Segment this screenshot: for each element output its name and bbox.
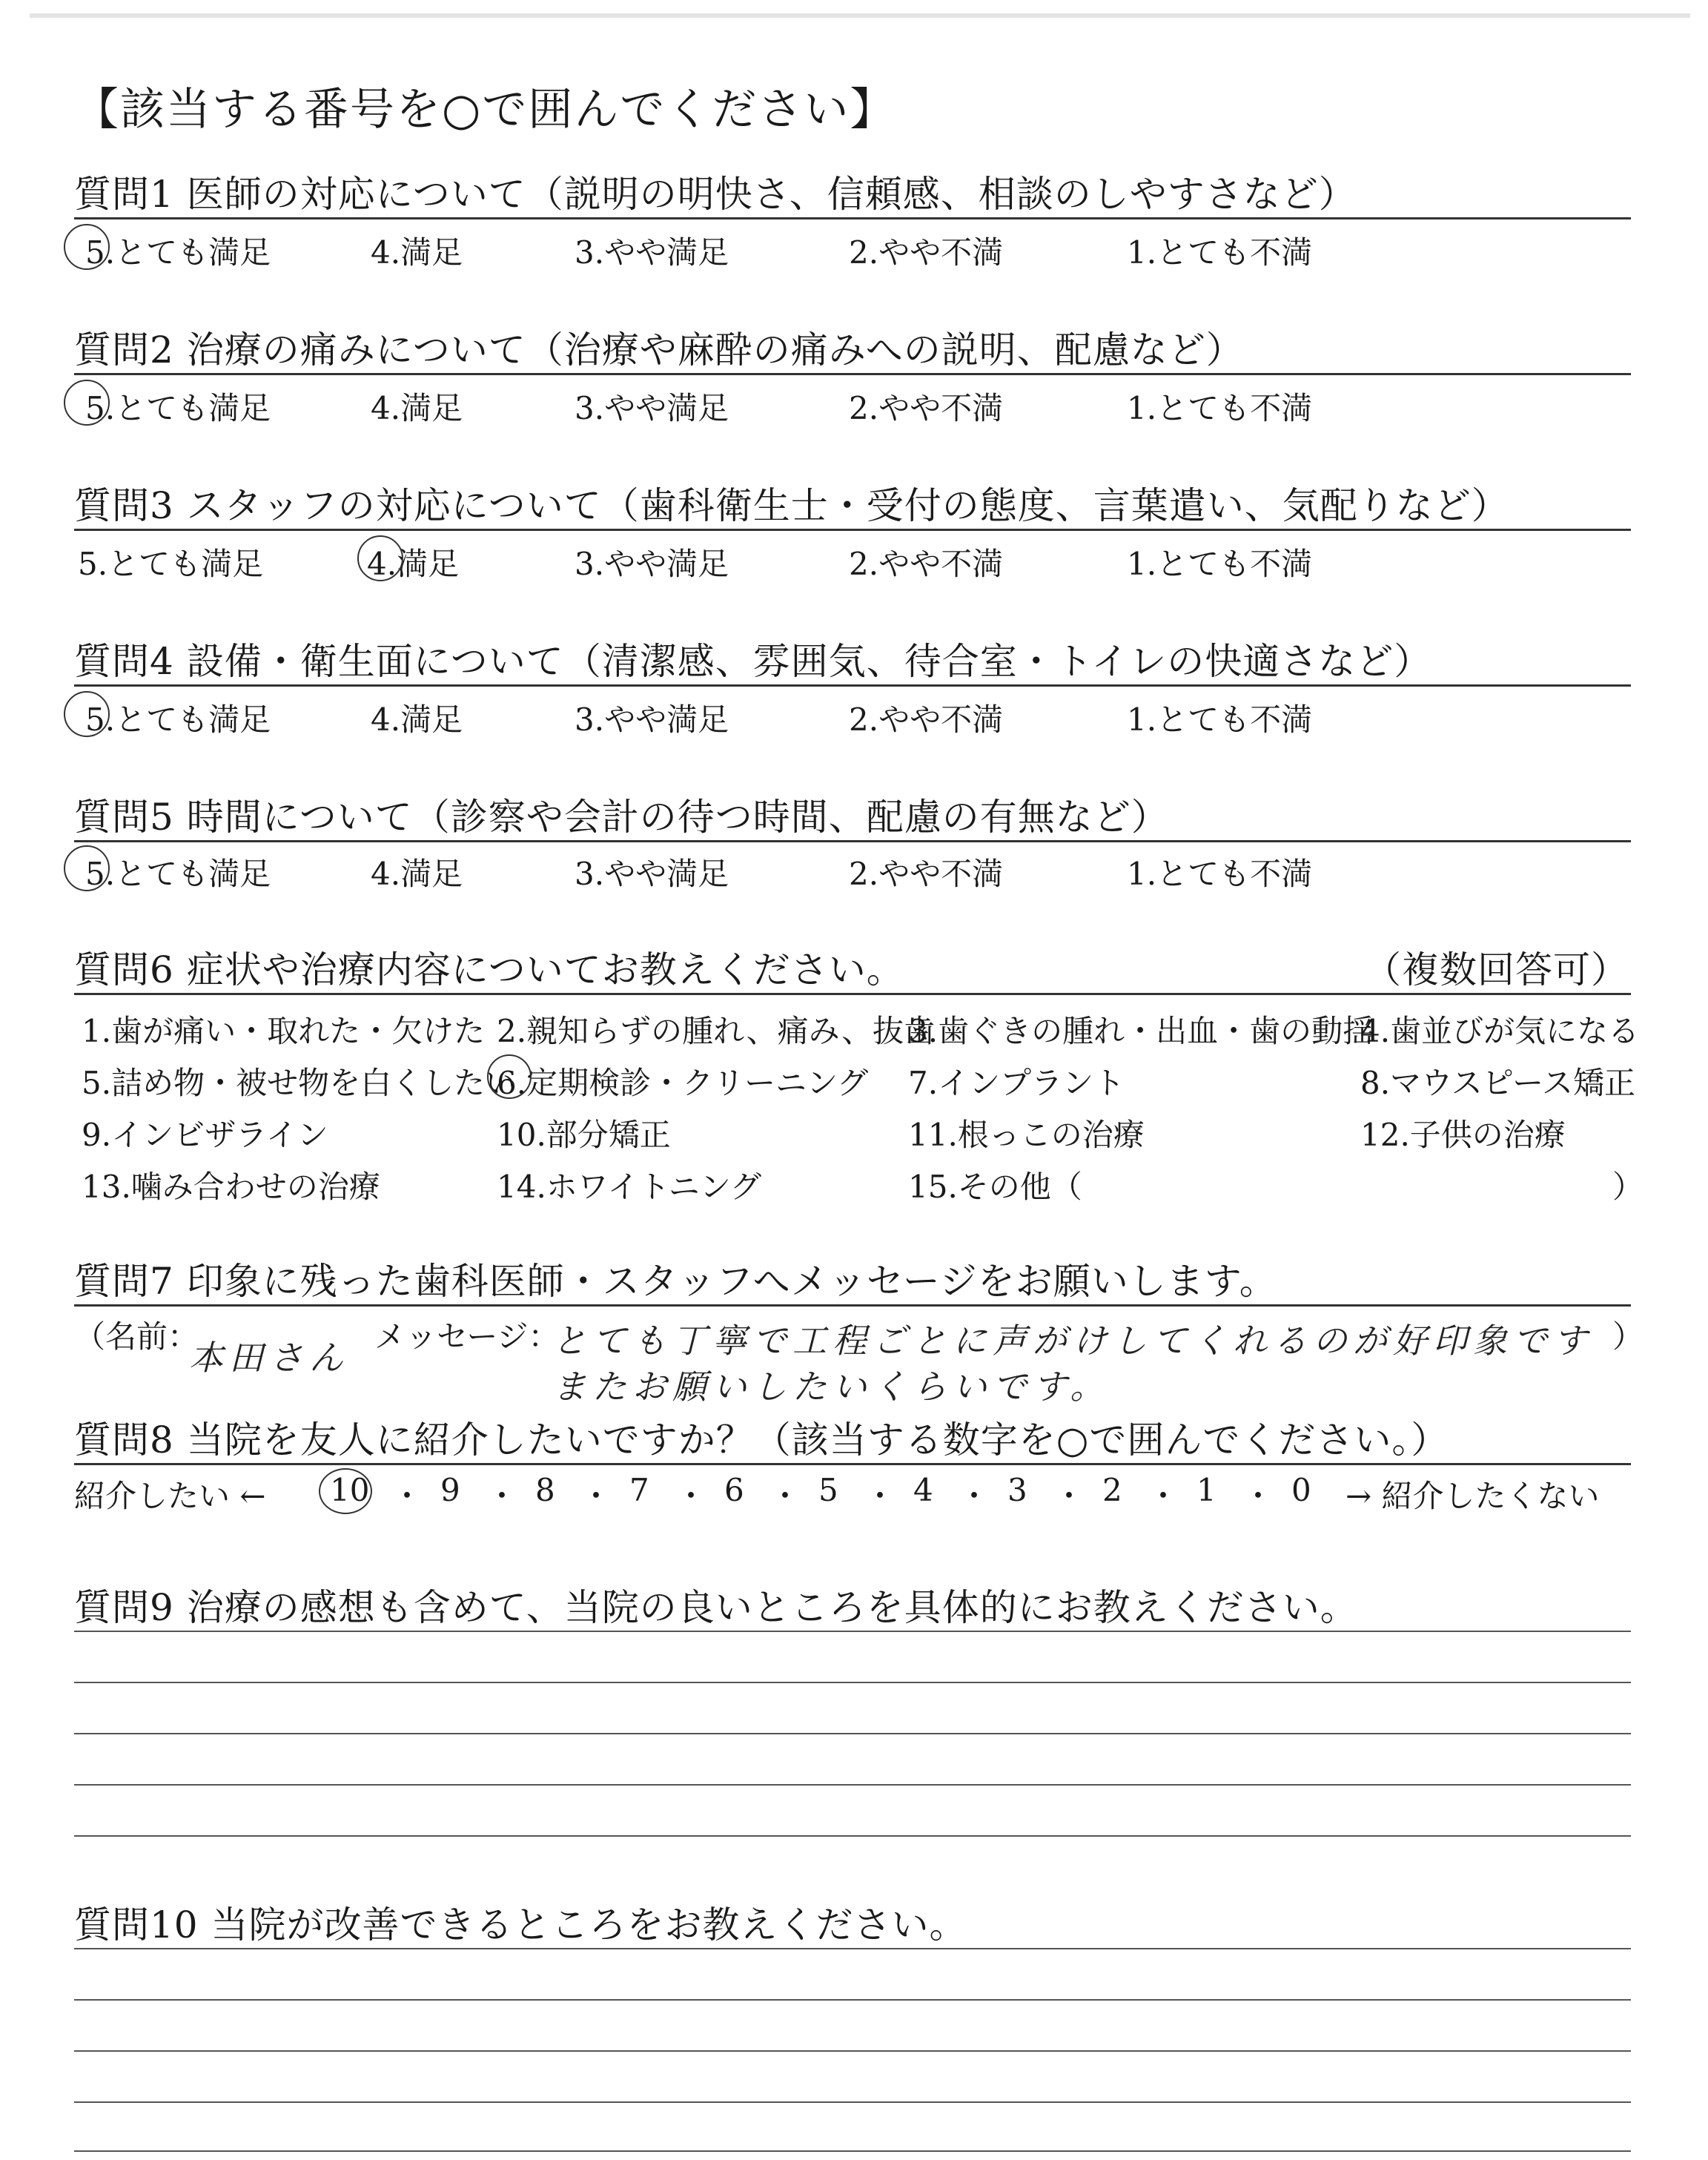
q7-message-line-1[interactable]: とても丁寧で工程ごとに声がけしてくれるのが好印象です [552, 1321, 1593, 1361]
q8-dot: ・ [864, 1478, 896, 1514]
q6-item-11[interactable]: 11.根っこの治療 [908, 1117, 1145, 1153]
q8-dot: ・ [1148, 1478, 1179, 1514]
question-2-rule [74, 373, 1631, 375]
q2-option-1[interactable]: 1.とても不満 [1127, 390, 1313, 426]
page-heading: 【該当する番号を○で囲んでください】 [74, 84, 896, 136]
q8-dot: ・ [959, 1478, 990, 1514]
question-4-rule [74, 684, 1631, 687]
q5-option-1[interactable]: 1.とても不満 [1127, 856, 1313, 892]
q1-option-1[interactable]: 1.とても不満 [1127, 234, 1313, 271]
q8-value-7[interactable]: 7 [629, 1472, 649, 1508]
q6-item-10[interactable]: 10.部分矯正 [497, 1117, 671, 1153]
q1-option-4[interactable]: 4.満足 [371, 234, 463, 271]
answer-line [74, 1999, 1631, 2001]
question-3-rule [74, 529, 1631, 531]
q8-dot: ・ [580, 1478, 612, 1514]
q4-option-2[interactable]: 2.やや不満 [849, 701, 1004, 738]
q8-value-2[interactable]: 2 [1102, 1472, 1122, 1508]
q3-option-1[interactable]: 1.とても不満 [1127, 546, 1313, 582]
q5-option-4[interactable]: 4.満足 [371, 856, 463, 892]
q7-close-paren: ） [1612, 1318, 1644, 1355]
q4-option-4[interactable]: 4.満足 [371, 701, 463, 738]
question-6-rule [74, 993, 1631, 995]
q8-value-5[interactable]: 5 [818, 1472, 838, 1508]
q3-option-4[interactable]: 4.満足 [367, 546, 460, 582]
question-8-title: 質問8 当院を友人に紹介したいですか？（該当する数字を○で囲んでください。） [74, 1418, 1449, 1462]
question-6-note: （複数回答可） [1364, 948, 1629, 991]
q2-option-5[interactable]: 5.とても満足 [85, 390, 271, 426]
q3-selection-circle [357, 535, 403, 581]
q4-selection-circle [64, 691, 110, 737]
q4-option-5[interactable]: 5.とても満足 [85, 701, 271, 738]
q6-item-1[interactable]: 1.歯が痛い・取れた・欠けた [82, 1013, 486, 1049]
q8-right-label: → 紹介したくない [1345, 1478, 1600, 1514]
q6-item-4[interactable]: 4.歯並びが気になる [1360, 1013, 1640, 1049]
q6-item-15-close: ） [1612, 1169, 1644, 1205]
q8-value-1[interactable]: 1 [1196, 1472, 1217, 1508]
q8-dot: ・ [486, 1478, 518, 1514]
q8-dot: ・ [1053, 1478, 1085, 1514]
q8-value-6[interactable]: 6 [724, 1472, 744, 1508]
question-10-title: 質問10 当院が改善できるところをお教えください。 [74, 1903, 967, 1946]
q6-item-5[interactable]: 5.詰め物・被せ物を白くしたい [82, 1065, 517, 1101]
question-5-title: 質問5 時間について（診察や会計の待つ時間、配慮の有無など） [74, 796, 1169, 839]
q2-selection-circle [64, 380, 110, 426]
q8-value-9[interactable]: 9 [440, 1472, 460, 1508]
q8-value-3[interactable]: 3 [1007, 1472, 1027, 1508]
question-1-rule [74, 217, 1631, 219]
q5-option-2[interactable]: 2.やや不満 [849, 856, 1004, 892]
q3-option-5[interactable]: 5.とても満足 [78, 546, 264, 582]
question-6-title: 質問6 症状や治療内容についてお教えください。 [74, 948, 904, 991]
q6-selection-circle [487, 1054, 532, 1099]
q6-item-6[interactable]: 6.定期検診・クリーニング [497, 1065, 869, 1101]
q5-option-5[interactable]: 5.とても満足 [85, 856, 271, 892]
q8-value-8[interactable]: 8 [535, 1472, 555, 1508]
q6-item-13[interactable]: 13.噛み合わせの治療 [82, 1169, 380, 1205]
scan-edge [30, 13, 1690, 18]
q2-option-2[interactable]: 2.やや不満 [849, 390, 1004, 426]
answer-line [74, 1835, 1631, 1837]
question-5-rule [74, 840, 1631, 842]
question-7-rule [74, 1304, 1631, 1307]
question-1-title: 質問1 医師の対応について（説明の明快さ、信頼感、相談のしやすさなど） [74, 173, 1357, 216]
question-9-title: 質問9 治療の感想も含めて、当院の良いところを具体的にお教えください。 [74, 1586, 1358, 1629]
q2-option-3[interactable]: 3.やや満足 [575, 390, 729, 426]
q2-option-4[interactable]: 4.満足 [371, 390, 463, 426]
q6-item-8[interactable]: 8.マウスピース矯正 [1360, 1065, 1636, 1101]
q6-item-9[interactable]: 9.インビザライン [82, 1117, 328, 1153]
q6-item-3[interactable]: 3.歯ぐきの腫れ・出血・歯の動揺 [908, 1013, 1374, 1049]
answer-line [74, 2101, 1631, 2103]
q1-option-3[interactable]: 3.やや満足 [575, 234, 729, 271]
question-2-title: 質問2 治療の痛みについて（治療や麻酔の痛みへの説明、配慮など） [74, 328, 1244, 371]
q1-option-2[interactable]: 2.やや不満 [849, 234, 1004, 271]
answer-line [74, 1784, 1631, 1786]
q1-option-5[interactable]: 5.とても満足 [85, 234, 271, 271]
question-4-title: 質問4 設備・衛生面について（清潔感、雰囲気、待合室・トイレの快適さなど） [74, 640, 1432, 683]
q7-name-label: （名前： [74, 1318, 199, 1355]
q6-item-12[interactable]: 12.子供の治療 [1360, 1117, 1566, 1153]
q8-left-label: 紹介したい ← [74, 1478, 266, 1514]
q5-option-3[interactable]: 3.やや満足 [575, 856, 729, 892]
answer-line [74, 2050, 1631, 2052]
q8-value-10[interactable]: 10 [330, 1472, 370, 1508]
q8-value-0[interactable]: 0 [1291, 1472, 1311, 1508]
q6-item-7[interactable]: 7.インプラント [908, 1065, 1125, 1101]
q8-selection-circle [319, 1468, 372, 1514]
q8-dot: ・ [391, 1478, 423, 1514]
q1-selection-circle [64, 224, 110, 270]
question-8-rule [74, 1463, 1631, 1465]
q6-item-15[interactable]: 15.その他（ [908, 1169, 1082, 1205]
q4-option-3[interactable]: 3.やや満足 [575, 701, 729, 738]
question-3-title: 質問3 スタッフの対応について（歯科衛生士・受付の態度、言葉遣い、気配りなど） [74, 484, 1509, 527]
answer-line [74, 2150, 1631, 2152]
q7-name-handwritten[interactable]: 本田さん [189, 1338, 349, 1378]
answer-line [74, 1682, 1631, 1683]
q8-dot: ・ [1242, 1478, 1274, 1514]
q6-item-14[interactable]: 14.ホワイトニング [497, 1169, 762, 1205]
q3-option-3[interactable]: 3.やや満足 [575, 546, 729, 582]
q5-selection-circle [64, 845, 110, 891]
answer-line [74, 1948, 1631, 1949]
q3-option-2[interactable]: 2.やや不満 [849, 546, 1004, 582]
question-7-title: 質問7 印象に残った歯科医師・スタッフへメッセージをお願いします。 [74, 1260, 1277, 1303]
answer-line [74, 1733, 1631, 1734]
q7-message-line-2[interactable]: またお願いしたいくらいです。 [552, 1367, 1110, 1407]
q6-item-2[interactable]: 2.親知らずの腫れ、痛み、抜歯 [497, 1013, 936, 1049]
q7-message-label: メッセージ： [374, 1318, 560, 1355]
q8-value-4[interactable]: 4 [913, 1472, 933, 1508]
q4-option-1[interactable]: 1.とても不満 [1127, 701, 1313, 738]
q8-dot: ・ [769, 1478, 801, 1514]
answer-line [74, 1631, 1631, 1632]
q8-dot: ・ [675, 1478, 707, 1514]
